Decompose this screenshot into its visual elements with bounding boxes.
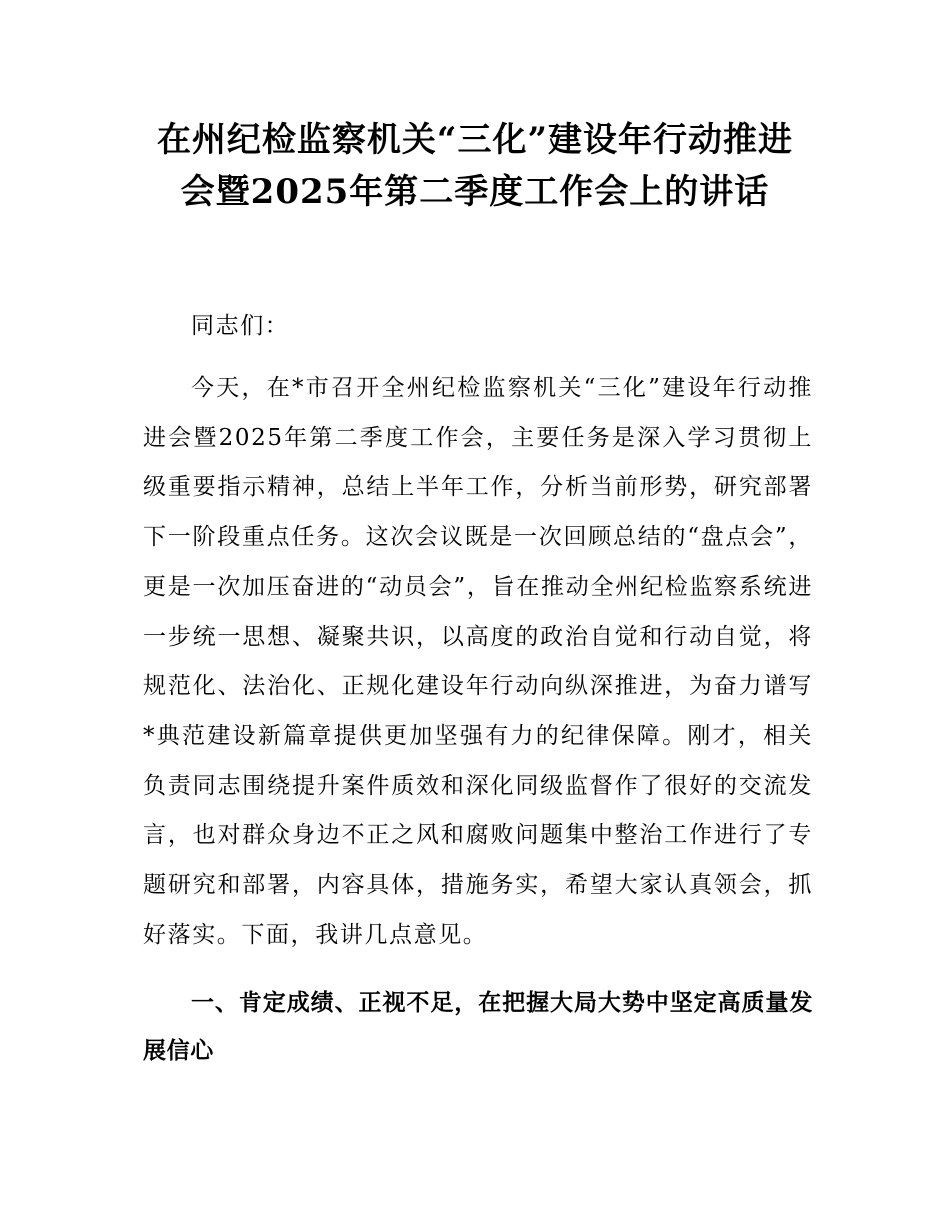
section-heading-1: 一、肯定成绩、正视不足，在把握大局大势中坚定高质量发展信心 xyxy=(143,990,813,1064)
opening-paragraph: 今天，在*市召开全州纪检监察机关“三化”建设年行动推进会暨2025年第二季度工作会，主要任务是深入学习贯彻上级重要指示精神，总结上半年工作，分析当前形势，研究部署下一阶段重点任务。这次会议既是一次回顾总结的“盘点会”，更是一次加压奋进的“动员会”，旨在推动全州纪检监察系统进一步统一思想、凝聚共识，以高度的政治自觉和行动自觉，将规范化、法治化、正规化建设年行动向纵深推进，为奋力谱写*典范建设新篇章提供更加坚强有力的纪律保障。刚才，相关负责同志围绕提升案件质效和深化同级监督作了很好的交流发言，也对群众身边不正之风和腐败问题集中整治工作进行了专题研究和部署，内容具体，措施务实，希望大家认真领会，抓好落实。下面，我讲几点意见。 xyxy=(143,375,813,948)
salutation: 同志们： xyxy=(191,313,290,339)
title-line-2: 会暨2025年第二季度工作会上的讲话 xyxy=(180,172,770,212)
title-line-1: 在州纪检监察机关“三化”建设年行动推进 xyxy=(156,120,794,160)
document-title xyxy=(120,114,830,218)
